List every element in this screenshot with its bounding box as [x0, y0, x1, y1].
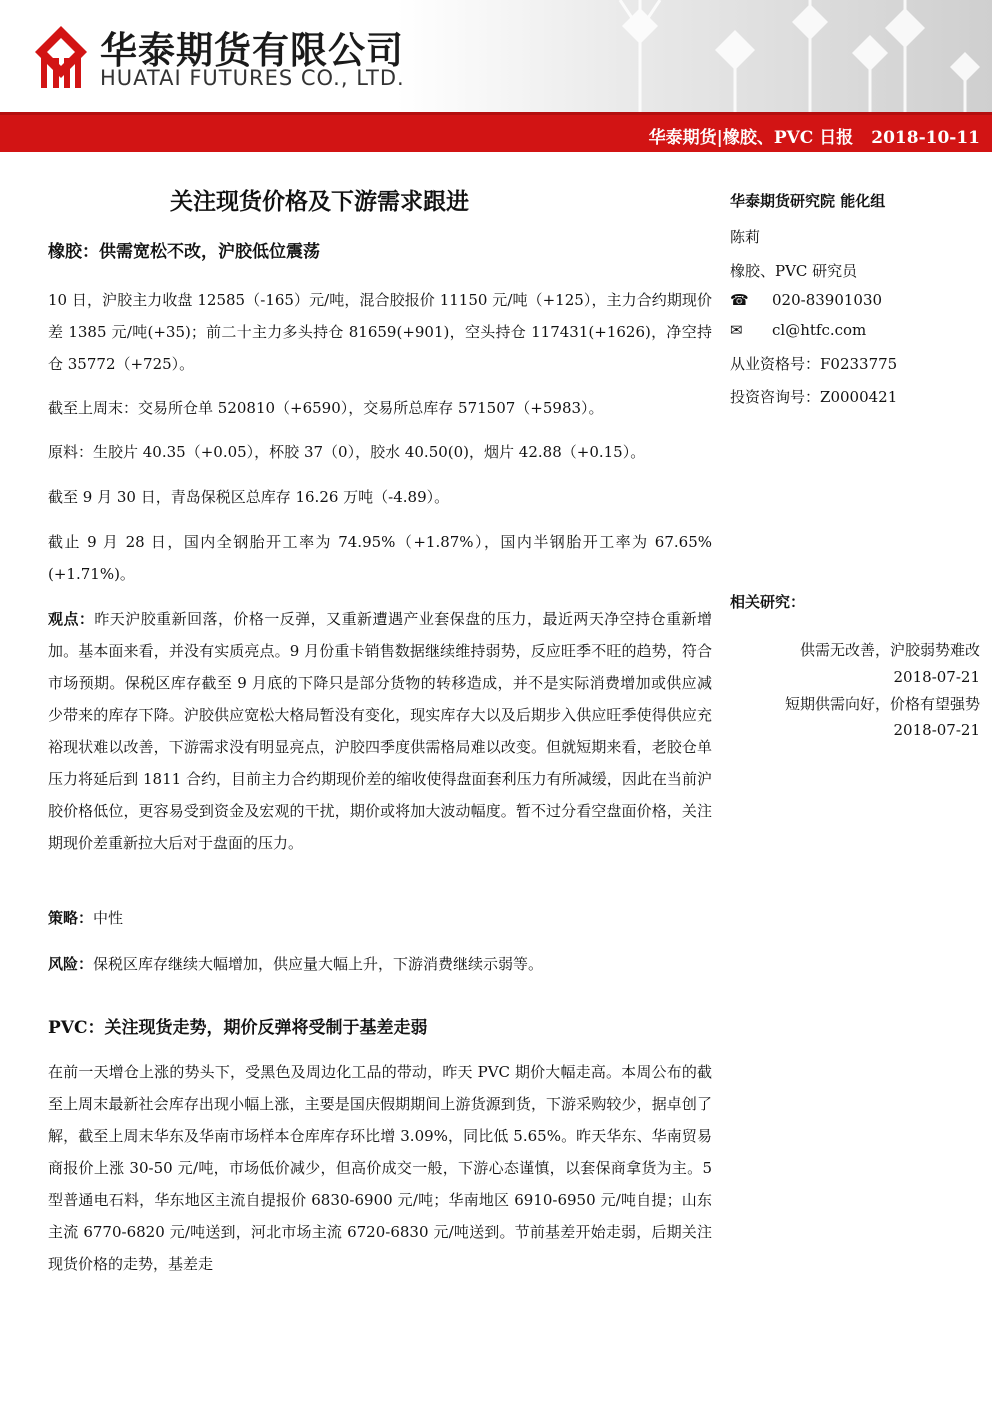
- report-banner: [0, 112, 992, 152]
- email-row: [730, 321, 866, 339]
- cert-label: 从业资格号：: [730, 355, 821, 373]
- consult-row: [730, 386, 897, 407]
- page-title: 关注现货价格及下游需求跟进: [170, 188, 469, 215]
- rubber-heading: 橡胶：供需宽松不改，沪胶低位震荡: [48, 242, 320, 262]
- strategy-text: 中性: [93, 909, 124, 927]
- report-name: 华泰期货|橡胶、PVC 日报: [648, 128, 854, 148]
- brand-name-cn: 华泰期货有限公司: [100, 29, 404, 72]
- related-item-2-title[interactable]: 短期供需向好，价格有望强势: [784, 695, 980, 713]
- consult-number: Z0000421: [820, 388, 898, 406]
- consult-label: 投资咨询号：: [730, 388, 821, 406]
- brand-name-en: HUATAI FUTURES CO., LTD.: [100, 66, 405, 90]
- related-item-2-date: 2018-07-21: [893, 721, 980, 739]
- phone-number: 020-83901030: [772, 291, 883, 309]
- rubber-view: [48, 603, 712, 859]
- view-text: 昨天沪胶重新回落，价格一反弹，又重新遭遇产业套保盘的压力，最近两天净空持仓重新增加。基本面来看，并没有实质亮点。9 月份重卡销售数据继续维持弱势，反应旺季不旺的趋势，符合市场预期。保税区库存截至 9 月底的下降只是部分货物的转移造成，并不是实际消费增加或供应减少带来的库存下降。沪胶供应宽松大格局暂没有变化，现实库存大以及后期步入供应旺季使得供应充裕现状难以改善，下游需求没有明显亮点，沪胶四季度供需格局难以改变。但就短期来看，老胶仓单压力将延后到 1811 合约，目前主力合约期现价差的缩收使得盘面套利压力有所减缓，因此在当前沪胶价格低位，更容易受到资金及宏观的干扰，期价或将加大波动幅度。暂不过分看空盘面价格，关注期现价差重新拉大后对于盘面的压力。: [48, 610, 712, 852]
- pvc-paragraph-1: 在前一天增仓上涨的势头下，受黑色及周边化工品的带动，昨天 PVC 期价大幅走高。本周公布的截至上周末最新社会库存出现小幅上涨，主要是国庆假期期间上游货源到货，下游采购较少，据卓创了解，截至上周末华东及华南市场样本仓库库存环比增 3.09%，同比低 5.65%。昨天华东、华南贸易商报价上涨 30-50 元/吨，市场低价减少，但高价成交一般，下游心态谨慎，以套保商拿货为主。5 型普通电石料，华东地区主流自提报价 6830-6900 元/吨；华南地区 6910-6950 元/吨自提；山东主流 6770-6820 元/吨送到，河北市场主流 6720-6830 元/吨送到。节前基差开始走弱，后期关注现货价格的走势，基差走: [48, 1063, 712, 1273]
- risk-text: 保税区库存继续大幅增加，供应量大幅上升，下游消费继续示弱等。: [93, 955, 544, 973]
- analyst-role: 橡胶、PVC 研究员: [730, 262, 858, 280]
- related-item-1-title[interactable]: 供需无改善，沪胶弱势难改: [799, 641, 980, 659]
- rubber-paragraph-2: 截至上周末：交易所仓单 520810（+6590），交易所总库存 571507（+5983）。: [48, 399, 604, 417]
- analyst-name: 陈莉: [730, 228, 761, 246]
- related-research-title: 相关研究：: [730, 593, 806, 611]
- rubber-risk: [48, 948, 712, 980]
- institute-name: 华泰期货研究院 能化组: [730, 192, 886, 210]
- cert-row: [730, 353, 897, 374]
- view-label: 观点：: [48, 610, 95, 628]
- pvc-heading: PVC：关注现货走势，期价反弹将受制于基差走弱: [48, 1018, 428, 1038]
- rubber-paragraph-1: 10 日，沪胶主力收盘 12585（-165）元/吨，混合胶报价 11150 元/吨（+125），主力合约期现价差 1385 元/吨(+35)；前二十主力多头持仓 81659(+901)，空头持仓 117431(+1626)，净空持仓 35772（+725）。: [48, 291, 712, 373]
- cert-number: F0233775: [820, 355, 898, 373]
- phone-icon: ☎: [730, 291, 749, 309]
- rubber-strategy: [48, 902, 712, 934]
- strategy-label: 策略：: [48, 909, 94, 927]
- rubber-paragraph-3: 原料：生胶片 40.35（+0.05），杯胶 37（0），胶水 40.50(0)，烟片 42.88（+0.15）。: [48, 443, 646, 461]
- mail-icon: ✉: [730, 321, 743, 339]
- header-decoration: [560, 0, 992, 112]
- page-header: [0, 0, 992, 112]
- report-date: 2018-10-11: [871, 128, 980, 148]
- email-address[interactable]: cl@htfc.com: [772, 321, 867, 339]
- rubber-paragraph-4: 截至 9 月 30 日，青岛保税区总库存 16.26 万吨（-4.89）。: [48, 488, 450, 506]
- phone-row: [730, 291, 882, 309]
- huatai-logo-icon: [33, 24, 89, 90]
- risk-label: 风险：: [48, 955, 94, 973]
- rubber-paragraph-5: 截止 9 月 28 日，国内全钢胎开工率为 74.95%（+1.87%），国内半钢胎开工率为 67.65%(+1.71%)。: [48, 533, 712, 583]
- report-title-line: [649, 123, 980, 148]
- related-item-1-date: 2018-07-21: [893, 668, 980, 686]
